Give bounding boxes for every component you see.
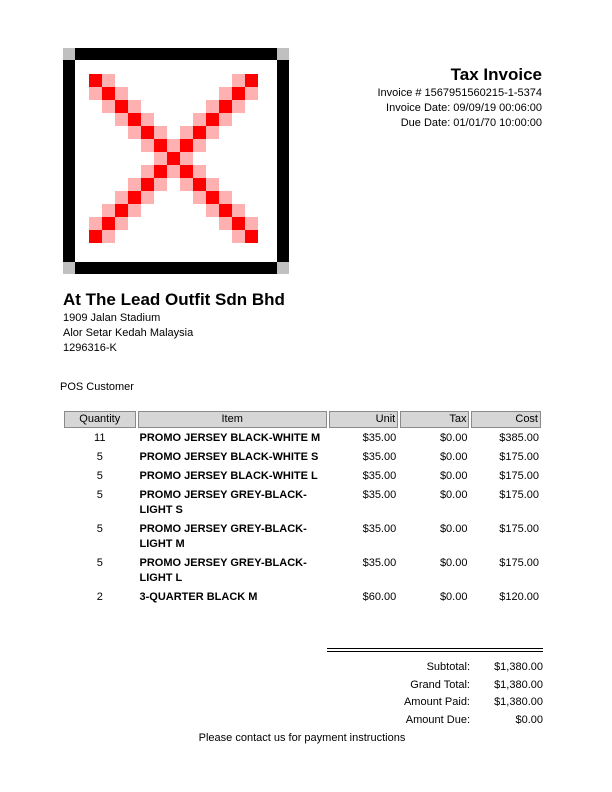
logo-cross-shade: [206, 204, 219, 217]
logo-cross-shade: [193, 165, 206, 178]
row-cost: $120.00: [499, 591, 539, 603]
amount-due-row: [300, 713, 543, 731]
row-cost: $385.00: [499, 432, 539, 444]
invoice-number: Invoice # 1567951560215-1-5374: [377, 87, 542, 99]
table-row: [64, 587, 541, 606]
row-unit: $35.00: [362, 557, 397, 569]
logo-cross-pixel: [193, 178, 206, 191]
broken-image-icon: [63, 48, 289, 274]
logo-cross-pixel: [102, 87, 115, 100]
row-unit: $35.00: [362, 470, 397, 482]
customer-name: POS Customer: [60, 381, 134, 393]
row-cost: $175.00: [499, 451, 539, 463]
grand-total-label: Grand Total:: [410, 678, 470, 691]
logo-cross-shade: [89, 87, 102, 100]
logo-cross-shade: [102, 100, 115, 113]
invoice-header: [377, 64, 542, 131]
invoice-items-table: [62, 411, 543, 606]
logo-cross-pixel: [219, 100, 232, 113]
logo-cross-shade: [102, 230, 115, 243]
logo-cross-pixel: [232, 87, 245, 100]
amount-paid-row: [300, 695, 543, 713]
logo-cross-shade: [245, 217, 258, 230]
logo-cross-shade: [206, 100, 219, 113]
logo-cross-shade: [154, 152, 167, 165]
logo-cross-shade: [206, 126, 219, 139]
row-item: 3-QUARTER BLACK M: [139, 591, 258, 603]
table-row: [64, 519, 541, 553]
logo-corner: [277, 48, 289, 60]
logo-cross-pixel: [167, 152, 180, 165]
table-row: [64, 553, 541, 587]
due-date: Due Date: 01/01/70 10:00:00: [400, 117, 542, 129]
logo-cross-shade: [141, 191, 154, 204]
logo-cross-shade: [167, 165, 180, 178]
amount-due-value: $0.00: [515, 713, 543, 726]
row-quantity: 5: [96, 451, 103, 463]
logo-cross-pixel: [115, 100, 128, 113]
logo-cross-shade: [219, 87, 232, 100]
logo-corner: [277, 262, 289, 274]
logo-cross-pixel: [128, 191, 141, 204]
logo-cross-shade: [206, 178, 219, 191]
logo-cross-shade: [128, 100, 141, 113]
logo-cross-shade: [115, 87, 128, 100]
amount-due-label: Amount Due:: [405, 713, 470, 726]
logo-cross-pixel: [115, 204, 128, 217]
logo-cross-pixel: [245, 74, 258, 87]
company-registration: 1296316-K: [63, 342, 117, 354]
row-tax: $0.00: [439, 591, 468, 603]
logo-cross-shade: [232, 204, 245, 217]
logo-cross-pixel: [141, 178, 154, 191]
totals-divider-top: [327, 648, 543, 649]
row-tax: $0.00: [439, 523, 468, 535]
logo-cross-pixel: [206, 191, 219, 204]
logo-cross-shade: [128, 126, 141, 139]
company-address-line1: 1909 Jalan Stadium: [63, 312, 161, 324]
row-tax: $0.00: [439, 432, 468, 444]
logo-cross-shade: [141, 165, 154, 178]
logo-cross-pixel: [89, 74, 102, 87]
logo-cross-pixel: [232, 217, 245, 230]
logo-cross-shade: [232, 74, 245, 87]
row-cost: $175.00: [499, 523, 539, 535]
row-item: PROMO JERSEY BLACK-WHITE L: [139, 470, 318, 482]
table-header-row: [64, 411, 541, 428]
logo-cross-shade: [102, 74, 115, 87]
row-unit: $60.00: [362, 591, 397, 603]
payment-instructions: Please contact us for payment instructions: [198, 732, 406, 744]
row-item: PROMO JERSEY BLACK-WHITE M: [139, 432, 321, 444]
company-address-line2: Alor Setar Kedah Malaysia: [63, 327, 194, 339]
row-cost: $175.00: [499, 557, 539, 569]
row-cost: $175.00: [499, 470, 539, 482]
logo-cross-pixel: [245, 230, 258, 243]
logo-cross-shade: [128, 204, 141, 217]
subtotal-row: [300, 660, 543, 678]
grand-total-value: $1,380.00: [494, 678, 543, 691]
row-quantity: 5: [96, 557, 103, 569]
header-cost: Cost: [471, 411, 541, 428]
logo-cross-pixel: [154, 139, 167, 152]
row-unit: $35.00: [362, 523, 397, 535]
logo-cross-pixel: [180, 165, 193, 178]
grand-total-row: [300, 678, 543, 696]
row-quantity: 2: [96, 591, 103, 603]
row-unit: $35.00: [362, 451, 397, 463]
logo-cross-pixel: [141, 126, 154, 139]
logo-cross-shade: [219, 113, 232, 126]
logo-cross-pixel: [180, 139, 193, 152]
logo-cross-shade: [115, 191, 128, 204]
row-item: PROMO JERSEY GREY-BLACK-LIGHT L: [139, 557, 307, 584]
logo-corner: [63, 48, 75, 60]
company-block: [63, 289, 285, 356]
logo-cross-shade: [167, 139, 180, 152]
row-unit: $35.00: [362, 489, 397, 501]
amount-paid-label: Amount Paid:: [403, 696, 470, 708]
header-tax: Tax: [400, 411, 469, 428]
header-item: Item: [138, 411, 327, 428]
totals-block: [300, 660, 543, 730]
table-row: [64, 428, 541, 447]
logo-cross-pixel: [102, 217, 115, 230]
table-row: [64, 466, 541, 485]
row-item: PROMO JERSEY BLACK-WHITE S: [139, 451, 319, 463]
logo-cross-shade: [141, 139, 154, 152]
logo-cross-pixel: [219, 204, 232, 217]
header-quantity: Quantity: [64, 411, 136, 428]
row-quantity: 5: [96, 523, 103, 535]
logo-cross-shade: [232, 230, 245, 243]
logo-cross-shade: [193, 191, 206, 204]
logo-cross-shade: [245, 87, 258, 100]
logo-cross-shade: [89, 217, 102, 230]
row-tax: $0.00: [439, 557, 468, 569]
row-quantity: 11: [94, 432, 106, 444]
company-name: At The Lead Outfit Sdn Bhd: [63, 290, 285, 309]
row-quantity: 5: [96, 489, 103, 501]
header-unit: Unit: [329, 411, 398, 428]
logo-corner: [63, 262, 75, 274]
row-item: PROMO JERSEY GREY-BLACK-LIGHT M: [139, 523, 307, 550]
logo-cross-shade: [193, 139, 206, 152]
logo-cross-shade: [219, 191, 232, 204]
row-quantity: 5: [96, 470, 103, 482]
logo-cross-pixel: [128, 113, 141, 126]
logo-cross-shade: [115, 113, 128, 126]
logo-cross-shade: [180, 178, 193, 191]
totals-divider-bottom: [327, 651, 543, 652]
logo-cross-shade: [115, 217, 128, 230]
logo-cross-shade: [232, 100, 245, 113]
row-tax: $0.00: [439, 470, 468, 482]
logo-cross-pixel: [193, 126, 206, 139]
table-row: [64, 447, 541, 466]
subtotal-label: Subtotal:: [426, 661, 470, 673]
invoice-date: Invoice Date: 09/09/19 00:06:00: [386, 102, 542, 114]
logo-cross-shade: [154, 126, 167, 139]
logo-cross-shade: [102, 204, 115, 217]
logo-cross-shade: [180, 152, 193, 165]
amount-paid-value: $1,380.00: [494, 696, 543, 708]
logo-cross-pixel: [206, 113, 219, 126]
table-row: [64, 485, 541, 519]
logo-cross-shade: [193, 113, 206, 126]
broken-image-graphic: [63, 48, 289, 274]
row-item: PROMO JERSEY GREY-BLACK-LIGHT S: [139, 489, 307, 516]
logo-cross-pixel: [154, 165, 167, 178]
logo-cross-shade: [180, 126, 193, 139]
invoice-title: Tax Invoice: [450, 65, 542, 84]
subtotal-value: $1,380.00: [494, 661, 543, 673]
row-unit: $35.00: [362, 432, 397, 444]
logo-cross-shade: [128, 178, 141, 191]
row-tax: $0.00: [439, 451, 468, 463]
row-cost: $175.00: [499, 489, 539, 501]
row-tax: $0.00: [439, 489, 468, 501]
logo-cross-shade: [219, 217, 232, 230]
logo-cross-shade: [154, 178, 167, 191]
logo-cross-pixel: [89, 230, 102, 243]
logo-cross-shade: [141, 113, 154, 126]
